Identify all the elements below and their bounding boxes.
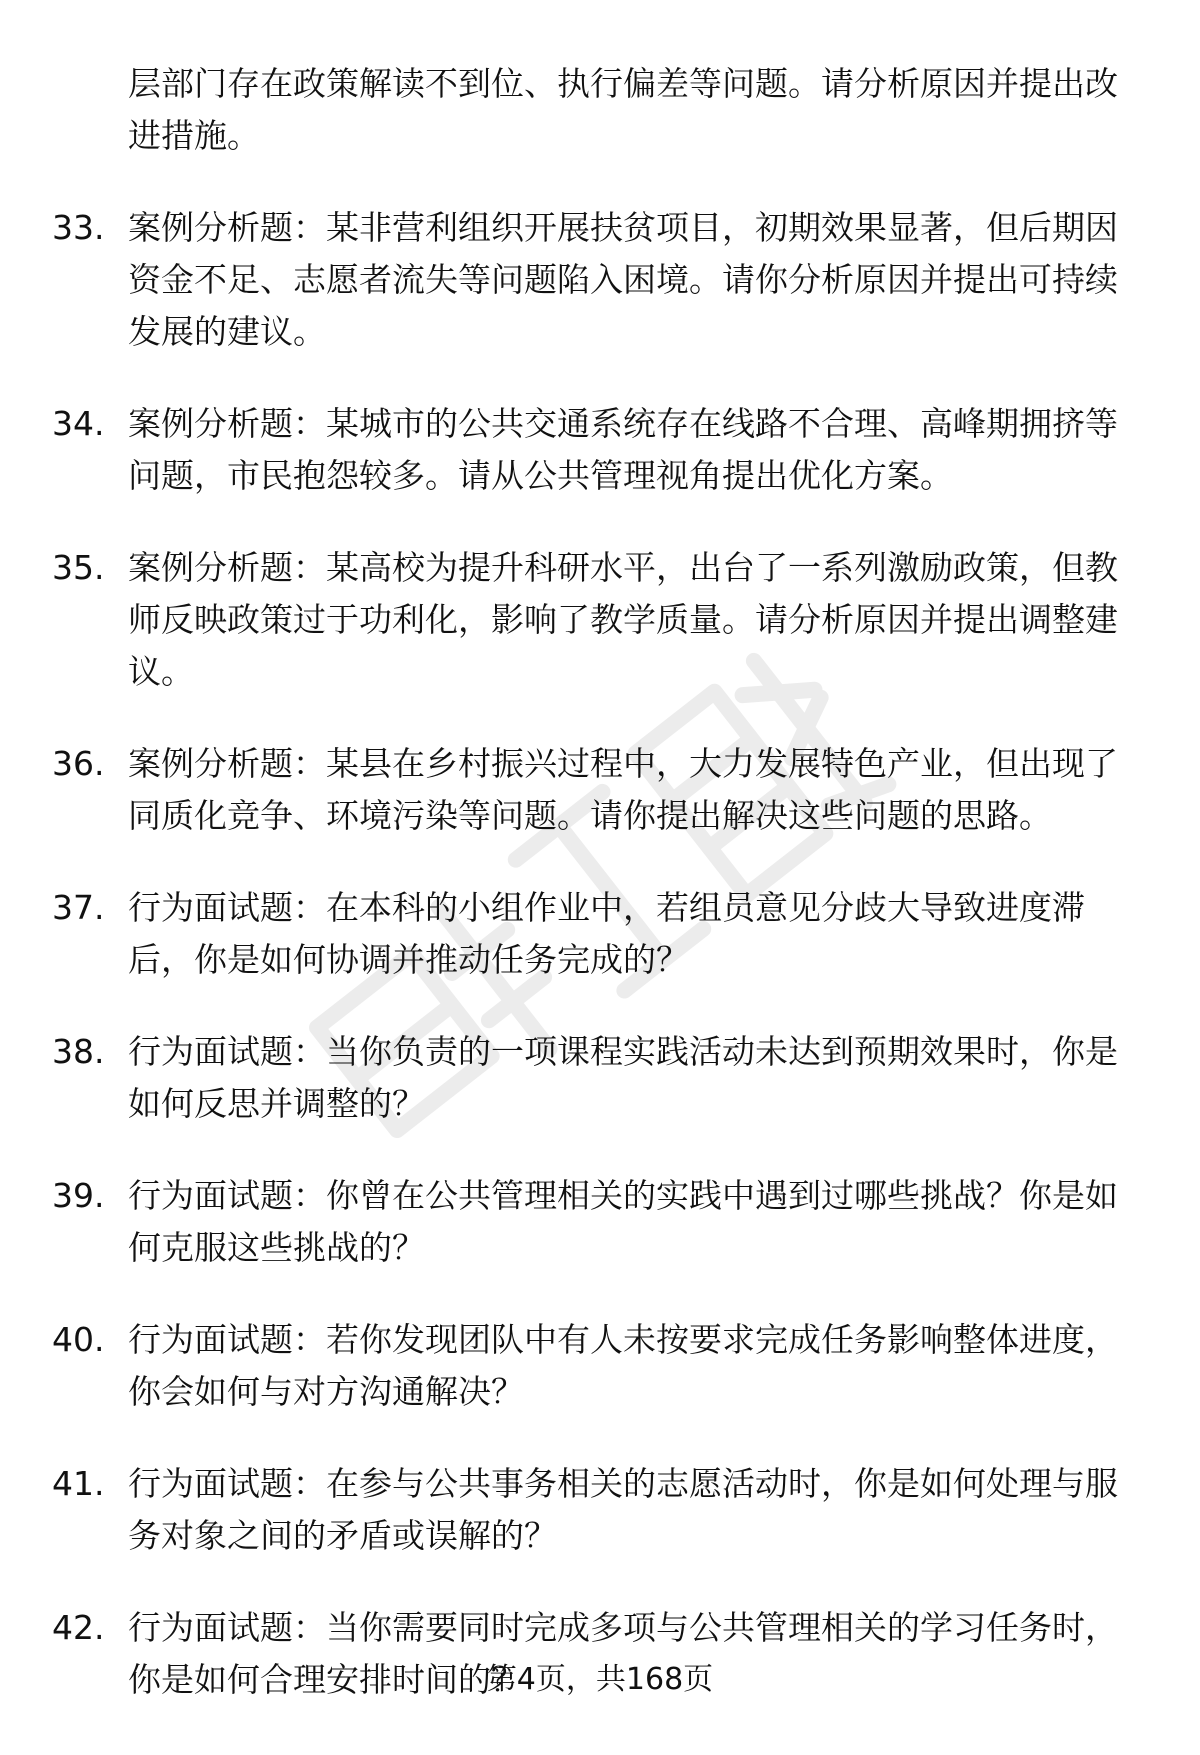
question-number: 34. xyxy=(52,404,105,443)
question-text: 行为面试题：若你发现团队中有人未按要求完成任务影响整体进度，你会如何与对方沟通解决？ xyxy=(128,1320,1118,1411)
question-list xyxy=(52,58,1142,1706)
question-text: 案例分析题：某非营利组织开展扶贫项目，初期效果显著，但后期因资金不足、志愿者流失等问题陷入困境。请你分析原因并提出可持续发展的建议。 xyxy=(128,208,1118,351)
question-text: 行为面试题：在本科的小组作业中，若组员意见分歧大导致进度滞后，你是如何协调并推动任务完成的？ xyxy=(128,888,1085,979)
question-item xyxy=(52,882,1142,986)
question-number: 39. xyxy=(52,1176,105,1215)
page-footer xyxy=(0,1660,1200,1700)
question-item xyxy=(52,1170,1142,1274)
question-number: 42. xyxy=(52,1608,105,1647)
question-item xyxy=(52,1458,1142,1562)
question-item xyxy=(52,58,1142,162)
question-number: 33. xyxy=(52,208,105,247)
question-text: 行为面试题：你曾在公共管理相关的实践中遇到过哪些挑战？你是如何克服这些挑战的？ xyxy=(128,1176,1118,1267)
question-number: 38. xyxy=(52,1032,105,1071)
question-item xyxy=(52,202,1142,358)
question-number: 35. xyxy=(52,548,105,587)
question-number: 40. xyxy=(52,1320,105,1359)
question-number: 36. xyxy=(52,744,105,783)
question-text: 案例分析题：某城市的公共交通系统存在线路不合理、高峰期拥挤等问题，市民抱怨较多。请从公共管理视角提出优化方案。 xyxy=(128,404,1118,495)
question-number: 37. xyxy=(52,888,105,927)
question-text: 行为面试题：当你需要同时完成多项与公共管理相关的学习任务时，你是如何合理安排时间的？ xyxy=(128,1608,1118,1699)
question-text: 行为面试题：当你负责的一项课程实践活动未达到预期效果时，你是如何反思并调整的？ xyxy=(128,1032,1118,1123)
question-text: 行为面试题：在参与公共事务相关的志愿活动时，你是如何处理与服务对象之间的矛盾或误解的？ xyxy=(128,1464,1118,1555)
question-number: 41. xyxy=(52,1464,105,1503)
question-text: 层部门存在政策解读不到位、执行偏差等问题。请分析原因并提出改进措施。 xyxy=(128,64,1118,155)
question-text: 案例分析题：某高校为提升科研水平，出台了一系列激励政策，但教师反映政策过于功利化，影响了教学质量。请分析原因并提出调整建议。 xyxy=(128,548,1118,691)
page-number-label: 第4页，共168页 xyxy=(486,1662,714,1697)
question-item xyxy=(52,542,1142,698)
question-item xyxy=(52,738,1142,842)
question-item xyxy=(52,398,1142,502)
question-item xyxy=(52,1026,1142,1130)
question-item xyxy=(52,1314,1142,1418)
question-text: 案例分析题：某县在乡村振兴过程中，大力发展特色产业，但出现了同质化竞争、环境污染等问题。请你提出解决这些问题的思路。 xyxy=(128,744,1118,835)
